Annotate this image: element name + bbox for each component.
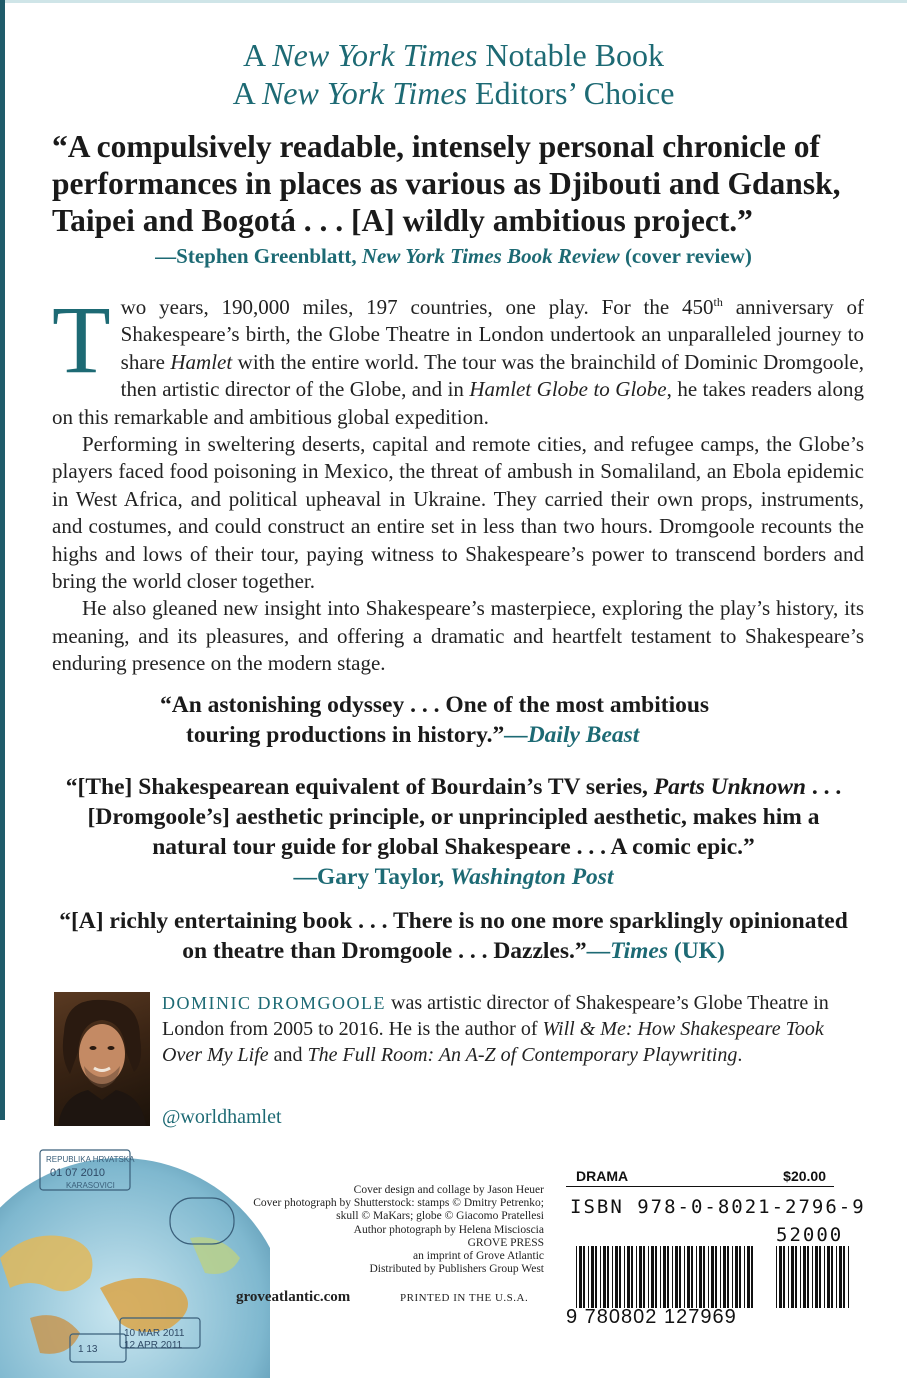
ean-digits: 9 780802 127969	[566, 1306, 737, 1328]
barcode-bar	[699, 1246, 702, 1308]
barcode-bar	[735, 1246, 738, 1308]
barcode-bar	[843, 1246, 845, 1308]
barcode-bar	[691, 1246, 693, 1308]
barcode-bar	[827, 1246, 830, 1308]
barcode-addon-number: 52000	[776, 1224, 844, 1246]
barcode-bar	[576, 1246, 577, 1308]
barcode-bar	[744, 1246, 745, 1308]
barcode-bar	[583, 1246, 585, 1308]
greenblatt-attribution: —Stephen Greenblatt, New York Times Book Review (cover review)	[155, 244, 752, 268]
accolade-editors-choice: A New York Times Editors’ Choice	[232, 75, 675, 111]
barcode-bar	[703, 1246, 705, 1308]
accolade-notable-book: A New York Times Notable Book	[242, 37, 665, 73]
cover-credits: Cover design and collage by Jason Heuer Cover photograph by Shutterstock: stamps © Dmitry Petrenko; skull © MaKars; globe © Giacomo Pratellesi Author photograph by Helena Miscioscia GROVE PRESS an imprint of Grove Atlantic Distributed by Publishers Group West	[253, 1184, 544, 1276]
barcode-bar	[615, 1246, 618, 1308]
barcode-bar	[732, 1246, 733, 1308]
barcode-bar	[579, 1246, 582, 1308]
barcode-bar	[783, 1246, 785, 1308]
price-label: $20.00	[783, 1168, 826, 1184]
author-social-handle[interactable]: @worldhamlet	[162, 1106, 282, 1128]
barcode-bar	[648, 1246, 649, 1308]
barcode-bar	[655, 1246, 657, 1308]
barcode-bar	[651, 1246, 654, 1308]
top-edge-strip	[0, 0, 907, 3]
barcode-bar	[795, 1246, 797, 1308]
barcode-bar	[839, 1246, 842, 1308]
barcode-bar	[788, 1246, 789, 1308]
barcode-bar	[660, 1246, 661, 1308]
barcode-bar	[848, 1246, 849, 1308]
greenblatt-quote: “A compulsively readable, intensely personal chronicle of performances in places as various as Djibouti and Gdansk, Taipei and Bogotá . . . [A] wildly ambitious project.”	[52, 129, 841, 238]
stamp-text-1: REPUBLIKA HRVATSKA	[46, 1155, 135, 1164]
author-bio: DOMINIC DROMGOOLE was artistic director of Shakespeare’s Globe Theatre in London from 2005 to 2016. He is the author of Will & Me: How Shakespeare Took Over My Life and The Full Room: An A-Z of Contemporary Playwriting.	[162, 992, 829, 1066]
barcode-bar	[667, 1246, 669, 1308]
stamp-text-5: 12 APR 2011	[124, 1340, 183, 1351]
barcode-bar	[603, 1246, 606, 1308]
barcode-bar	[696, 1246, 697, 1308]
barcode-bar	[619, 1246, 621, 1308]
printed-in-usa: PRINTED IN THE U.S.A.	[400, 1292, 529, 1304]
barcode-bar	[815, 1246, 818, 1308]
barcode-bar	[672, 1246, 673, 1308]
barcode-bar	[663, 1246, 666, 1308]
stamp-text-4: 10 MAR 2011	[124, 1328, 185, 1339]
barcode-bar	[708, 1246, 709, 1308]
category-label: DRAMA	[576, 1168, 629, 1184]
category-price-bar	[566, 1166, 834, 1187]
barcode-bar	[631, 1246, 633, 1308]
description-paragraph-1: Two years, 190,000 miles, 197 countries, one play. For the 450th anniversary of Shakespeare’s birth, the Globe Theatre in London undertook an unparalleled journey to share Hamlet with the entire world. The tour was the brainchild of Dominic Dromgoole, then artistic director of the Globe, and in Hamlet Globe to Globe, he takes readers along on this remarkable and ambitious global expedition.	[52, 286, 864, 429]
barcode-bar	[831, 1246, 833, 1308]
author-photo	[54, 992, 150, 1126]
barcode-main	[576, 1246, 756, 1308]
isbn-text: ISBN 978-0-8021-2796-9	[570, 1196, 866, 1218]
barcode-bar	[803, 1246, 806, 1308]
barcode-bar	[711, 1246, 714, 1308]
barcode-bar	[600, 1246, 601, 1308]
description-paragraph-2: Performing in sweltering deserts, capital and remote cities, and refugee camps, the Globe’s players faced food poisoning in Mexico, the threat of ambush in Somaliland, an Ebola epidemic in West Africa, and political upheaval in Ukraine. They carried their own props, instruments, and costumes, and could construct an entire set in less than two hours. Dromgoole recounts the highs and lows of their tour, paying witness to Shakespeare’s power to transcend borders and bring the world closer together.	[52, 432, 864, 594]
barcode-bar	[779, 1246, 782, 1308]
times-uk-quote: “[A] richly entertaining book . . . There is no one more sparklingly opinionated on theatre than Dromgoole . . . Dazzles.”—Times (UK)	[59, 908, 848, 964]
barcode-bar	[800, 1246, 801, 1308]
barcode-bar	[751, 1246, 753, 1308]
barcode-bar	[675, 1246, 678, 1308]
times-uk-source: —Times (UK)	[586, 938, 725, 964]
barcode-bar	[624, 1246, 625, 1308]
barcode-bar	[627, 1246, 630, 1308]
barcode-bar	[727, 1246, 729, 1308]
barcode-bar	[739, 1246, 741, 1308]
barcode-bar	[679, 1246, 681, 1308]
barcode-bar	[607, 1246, 609, 1308]
barcode-bar	[588, 1246, 589, 1308]
gary-taylor-quote: “[The] Shakespearean equivalent of Bourdain’s TV series, Parts Unknown . . . [Dromgoole’s] aesthetic principle, or unprincipled aesthetic, makes him a natural tour guide for global Shakespeare . . . A comic epic.” —Gary Taylor, Washington Post	[0, 772, 907, 892]
drop-cap: T	[52, 286, 111, 393]
barcode-bar	[684, 1246, 685, 1308]
barcode-bar	[639, 1246, 642, 1308]
daily-beast-source: —Daily Beast	[504, 722, 640, 748]
barcode-bar	[747, 1246, 750, 1308]
stamp-text-3: KARASOVICI	[66, 1181, 115, 1190]
barcode-bar	[612, 1246, 613, 1308]
barcode-bar	[819, 1246, 821, 1308]
barcode-bar	[636, 1246, 637, 1308]
barcode-bar	[595, 1246, 597, 1308]
barcode-bar	[643, 1246, 645, 1308]
daily-beast-quote: “An astonishing odyssey . . . One of the most ambitious touring productions in history.”—Daily Beast	[160, 692, 710, 748]
author-name: DOMINIC DROMGOOLE	[162, 993, 386, 1013]
barcode-bar	[776, 1246, 777, 1308]
barcode-bar	[687, 1246, 690, 1308]
barcode-bar	[812, 1246, 813, 1308]
barcode-addon	[776, 1246, 852, 1308]
barcode-bar	[791, 1246, 794, 1308]
barcode-bar	[715, 1246, 717, 1308]
publisher-website[interactable]: groveatlantic.com	[236, 1289, 351, 1305]
stamp-text-2: 01 07 2010	[50, 1167, 106, 1179]
barcode-bar	[807, 1246, 809, 1308]
barcode-bar	[591, 1246, 594, 1308]
gary-taylor-attribution: —Gary Taylor, Washington Post	[293, 864, 614, 890]
barcode-bar	[836, 1246, 837, 1308]
description-paragraph-3: He also gleaned new insight into Shakespeare’s masterpiece, exploring the play’s history, its meaning, and its pleasures, and offering a dramatic and heartfelt testament to Shakespeare’s enduring presence on the modern stage.	[52, 596, 864, 676]
book-description	[52, 286, 864, 678]
stamp-text-6: 1 13	[78, 1344, 98, 1355]
barcode-bar	[720, 1246, 721, 1308]
barcode-bar	[723, 1246, 726, 1308]
barcode-bar	[824, 1246, 825, 1308]
